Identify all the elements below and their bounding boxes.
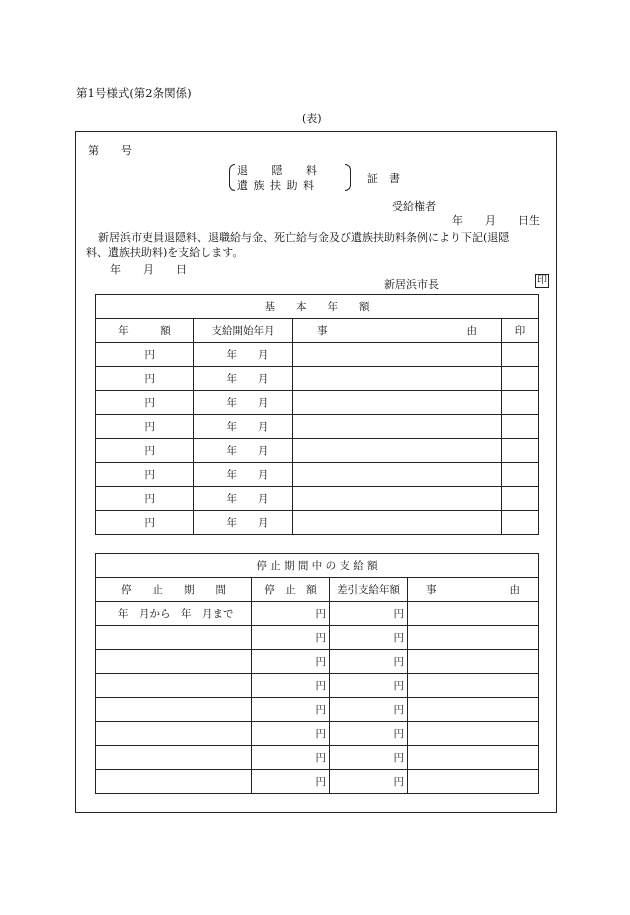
mayor-label: 新居浜市長: [384, 278, 439, 291]
seal-cell[interactable]: [502, 391, 539, 415]
body-line-2: 料、遺族扶助料)を支給します。: [86, 246, 244, 259]
period-cell[interactable]: [96, 698, 252, 722]
table-row: [96, 698, 539, 722]
header-seal: 印: [502, 319, 539, 343]
table-row: [96, 511, 539, 535]
title-bracket-right: [345, 164, 351, 191]
reason-cell[interactable]: [408, 674, 539, 698]
table-row: [96, 463, 539, 487]
body-line-1: 新居浜市吏員退隠料、退職給与金、死亡給与金及び遺族扶助料条例により下記(退隠: [98, 231, 510, 244]
seal-cell[interactable]: [502, 511, 539, 535]
stop-amount-cell[interactable]: 円: [252, 602, 330, 626]
net-amount-cell[interactable]: 円: [330, 698, 408, 722]
period-cell[interactable]: [96, 722, 252, 746]
amount-cell[interactable]: 円: [96, 343, 194, 367]
seal-cell[interactable]: [502, 415, 539, 439]
reason-cell[interactable]: [293, 367, 502, 391]
net-amount-cell[interactable]: 円: [330, 746, 408, 770]
start-month-cell[interactable]: 年 月: [194, 343, 293, 367]
reason-cell[interactable]: [408, 698, 539, 722]
reason-cell[interactable]: [293, 487, 502, 511]
net-amount-cell[interactable]: 円: [330, 722, 408, 746]
amount-cell[interactable]: 円: [96, 415, 194, 439]
header-reason-s: [408, 578, 539, 602]
suspension-table-title: 停 止 期 間 中 の 支 給 額: [96, 554, 539, 578]
header-net-amount: 差引支給年額: [330, 578, 408, 602]
stop-amount-cell[interactable]: 円: [252, 770, 330, 794]
title-line1: 退 隠 料: [237, 164, 318, 177]
stop-amount-cell[interactable]: 円: [252, 722, 330, 746]
start-month-cell[interactable]: 年 月: [194, 511, 293, 535]
net-amount-cell[interactable]: 円: [330, 674, 408, 698]
stop-amount-cell[interactable]: 円: [252, 698, 330, 722]
title-line2: 遺 族 扶 助 料: [237, 179, 315, 192]
net-amount-cell[interactable]: 円: [330, 626, 408, 650]
table-row: [96, 391, 539, 415]
header-annual-amount: 年 額: [96, 319, 194, 343]
start-month-cell[interactable]: 年 月: [194, 439, 293, 463]
issue-date: 年 月 日: [110, 263, 187, 276]
seal-mark: 印: [537, 275, 547, 286]
reason-cell[interactable]: [293, 415, 502, 439]
number-line: 第 号: [88, 144, 132, 157]
header-reason-s-1: 事: [426, 584, 437, 596]
table-row: [96, 746, 539, 770]
table-row: [96, 439, 539, 463]
stop-amount-cell[interactable]: 円: [252, 626, 330, 650]
stop-amount-cell[interactable]: 円: [252, 746, 330, 770]
period-cell[interactable]: [96, 746, 252, 770]
header-suspension-period: 停 止 期 間: [96, 578, 252, 602]
reason-cell[interactable]: [293, 343, 502, 367]
start-month-cell[interactable]: 年 月: [194, 463, 293, 487]
period-cell[interactable]: [96, 650, 252, 674]
reason-cell[interactable]: [408, 770, 539, 794]
amount-cell[interactable]: 円: [96, 487, 194, 511]
amount-cell[interactable]: 円: [96, 391, 194, 415]
table-row: [96, 674, 539, 698]
net-amount-cell[interactable]: 円: [330, 650, 408, 674]
period-cell[interactable]: [96, 674, 252, 698]
reason-cell[interactable]: [408, 602, 539, 626]
table-row: [96, 770, 539, 794]
side-label: (表): [302, 112, 322, 125]
period-cell[interactable]: [96, 770, 252, 794]
title-suffix: 証 書: [367, 172, 400, 185]
reason-cell[interactable]: [293, 511, 502, 535]
table-row: [96, 650, 539, 674]
start-month-cell[interactable]: 年 月: [194, 367, 293, 391]
title-bracket-left: [229, 164, 235, 191]
table-row: [96, 602, 539, 626]
table-row: [96, 367, 539, 391]
stop-amount-cell[interactable]: 円: [252, 674, 330, 698]
header-reason-s-2: 由: [509, 584, 521, 596]
seal-cell[interactable]: [502, 463, 539, 487]
table-row: [96, 722, 539, 746]
reason-cell[interactable]: [293, 463, 502, 487]
reason-cell[interactable]: [293, 439, 502, 463]
period-cell[interactable]: [96, 626, 252, 650]
basic-table-title: 基 本 年 額: [96, 295, 539, 319]
recipient-label: 受給権者: [392, 200, 436, 213]
header-suspension-amount: 停 止 額: [252, 578, 330, 602]
seal-cell[interactable]: [502, 343, 539, 367]
table-row: [96, 415, 539, 439]
header-reason-2: 由: [466, 325, 477, 337]
header-reason-1: 事: [317, 325, 328, 337]
reason-cell[interactable]: [408, 626, 539, 650]
reason-cell[interactable]: [408, 650, 539, 674]
seal-cell[interactable]: [502, 367, 539, 391]
reason-cell[interactable]: [408, 746, 539, 770]
stop-amount-cell[interactable]: 円: [252, 650, 330, 674]
seal-cell[interactable]: [502, 439, 539, 463]
basic-amount-table: [95, 294, 539, 535]
table-row: [96, 626, 539, 650]
net-amount-cell[interactable]: 円: [330, 602, 408, 626]
header-start-month: 支給開始年月: [194, 319, 293, 343]
period-cell[interactable]: 年 月から 年 月まで: [96, 602, 252, 626]
start-month-cell[interactable]: 年 月: [194, 391, 293, 415]
amount-cell[interactable]: 円: [96, 439, 194, 463]
header-reason: [293, 319, 502, 343]
start-month-cell[interactable]: 年 月: [194, 487, 293, 511]
amount-cell[interactable]: 円: [96, 463, 194, 487]
table-row: [96, 343, 539, 367]
start-month-cell[interactable]: 年 月: [194, 415, 293, 439]
reason-cell[interactable]: [293, 391, 502, 415]
seal-cell[interactable]: [502, 487, 539, 511]
amount-cell[interactable]: 円: [96, 511, 194, 535]
reason-cell[interactable]: [408, 722, 539, 746]
amount-cell[interactable]: 円: [96, 367, 194, 391]
form-label: 第1号様式(第2条関係): [76, 86, 192, 100]
birthdate-label: 年 月 日生: [452, 214, 540, 227]
table-row: [96, 487, 539, 511]
suspension-table: [95, 553, 539, 794]
net-amount-cell[interactable]: 円: [330, 770, 408, 794]
